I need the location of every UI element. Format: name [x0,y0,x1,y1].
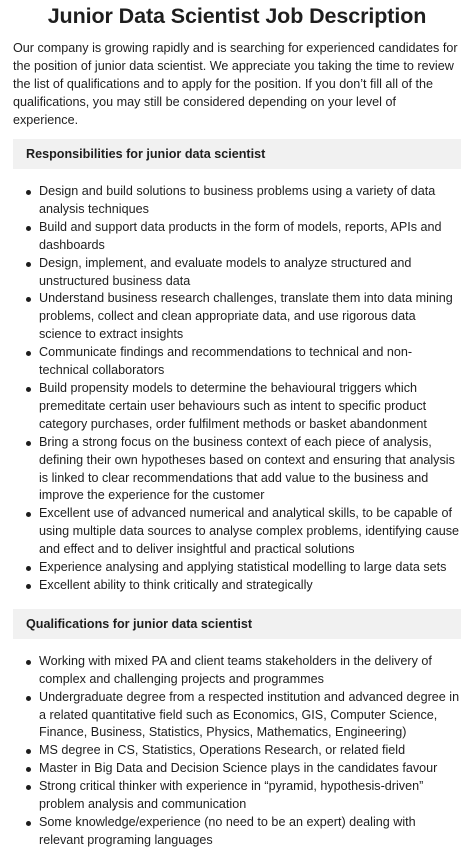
list-item-text: Strong critical thinker with experience in “pyramid, hypothesis-driven” problem analysis and communication [39,779,424,812]
list-item [13,689,461,743]
list-item [13,577,461,595]
bullet-icon [26,749,31,754]
bullet-icon [26,351,31,356]
bullet-icon [26,441,31,446]
list-item-text: Working with mixed PA and client teams stakeholders in the delivery of complex and challenging projects and programmes [39,653,432,686]
responsibilities-section [13,139,461,595]
list-item-text: MS degree in CS, Statistics, Operations Research, or related field [39,743,406,758]
list-item [13,219,461,255]
list-item-text: Communicate findings and recommendations to technical and non-technical collaborators [39,345,413,378]
qualifications-list [13,653,461,850]
bullet-icon [26,512,31,517]
list-item [13,742,461,760]
bullet-icon [26,767,31,772]
page-title: Junior Data Scientist Job Description [47,4,427,28]
intro-paragraph: Our company is growing rapidly and is searching for experienced candidates for the position of junior data scientist. We appreciate you taking the time to review the list of qualifications and to apply for the position. If you don’t fill all of the qualifications, you may still be considered depending on your level of experience. [13,41,458,127]
list-item-text: Experience analysing and applying statistical modelling to large data sets [39,560,447,575]
list-item [13,183,461,219]
bullet-icon [26,226,31,231]
list-item [13,290,461,344]
bullet-icon [26,190,31,195]
list-item [13,760,461,778]
list-item-text: Build propensity models to determine the behavioural triggers which premeditate certain user behaviours such as intent to specific product category purchases, order fulfilment methods or basket abandonment [39,380,427,431]
list-item-text: Design, implement, and evaluate models to analyze structured and unstructured business data [39,255,412,288]
list-item-text: Undergraduate degree from a respected institution and advanced degree in a related quantitative field such as Economics, GIS, Computer Science, Finance, Business, Statistics, Physics, Mathematics, Engineering) [39,689,460,740]
list-item [13,255,461,291]
list-item [13,380,461,434]
list-item-text: Excellent ability to think critically and strategically [39,577,313,592]
list-item-text: Build and support data products in the form of models, reports, APIs and dashboards [39,219,442,252]
bullet-icon [26,584,31,589]
list-item-text: Some knowledge/experience (no need to be an expert) dealing with relevant programing languages [39,815,416,847]
list-item [13,653,461,689]
responsibilities-heading: Responsibilities for junior data scientist [13,139,461,169]
list-item-text: Bring a strong focus on the business context of each piece of analysis, defining their own hypotheses based on context and ensuring that analysis is linked to clear recommendations that add value to the business and improve the experience for the customer [39,434,455,503]
bullet-icon [26,821,31,826]
list-item [13,559,461,577]
list-item-text: Understand business research challenges, translate them into data mining problems, collect and clean appropriate data, and use rigorous data science to extract insights [39,291,453,342]
bullet-icon [26,660,31,665]
list-item [13,778,461,814]
list-item [13,434,461,506]
bullet-icon [26,696,31,701]
list-item-text: Excellent use of advanced numerical and analytical skills, to be capable of using multiple data sources to analyse complex problems, identifying cause and effect and to deliver insightful and practical solutions [39,506,460,557]
responsibilities-list [13,183,461,595]
list-item [13,344,461,380]
list-item-text: Design and build solutions to business problems using a variety of data analysis techniques [39,184,436,216]
bullet-icon [26,262,31,267]
list-item [13,505,461,559]
qualifications-heading: Qualifications for junior data scientist [13,609,461,639]
bullet-icon [26,297,31,302]
bullet-icon [26,566,31,571]
list-item [13,814,461,850]
qualifications-section [13,609,461,850]
bullet-icon [26,387,31,392]
list-item-text: Master in Big Data and Decision Science plays in the candidates favour [39,761,438,776]
bullet-icon [26,785,31,790]
